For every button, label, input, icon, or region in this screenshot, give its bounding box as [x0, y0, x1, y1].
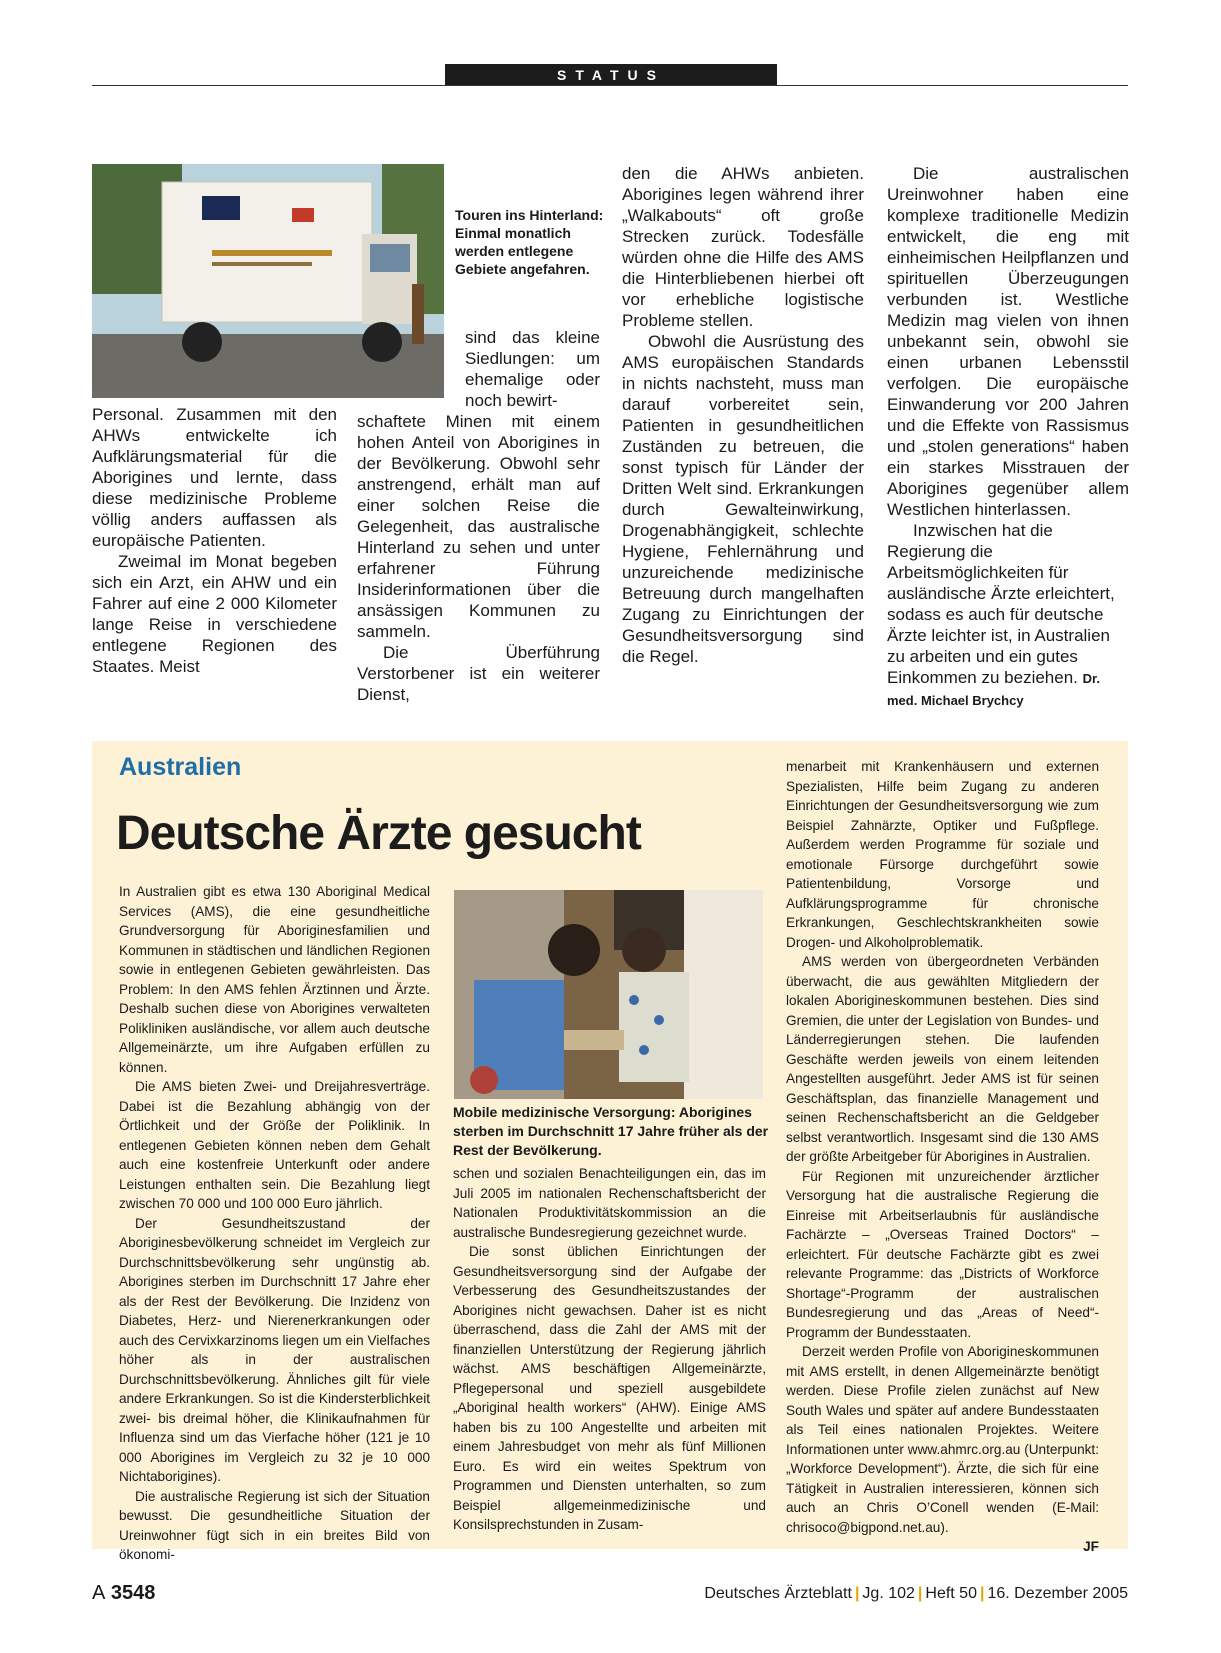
- separator: |: [917, 1585, 923, 1602]
- paragraph: menarbeit mit Krankenhäusern und externen Spezialisten, Hilfe beim Zugang zu anderen Einrichtungen der Gesundheitsversorgung wie zum Beispiel Zahnärzte, Optiker und Fußpflege. Außerdem werden Programme für soziale und emotionale Fürsorge durchgeführt sowie Patientenbildung, Vorsorge und Aufklärungsprogramme für chronische Erkrankungen, Geschlechtskrankheiten sowie Drogen- und Alkoholproblematik.: [786, 759, 1099, 950]
- journal-info: [704, 1585, 1128, 1603]
- journal-date: 16. Dezember 2005: [987, 1585, 1128, 1602]
- paragraph: schen und sozialen Benachteiligungen ein, das im Juli 2005 im nationalen Rechenschaftsbericht der Nationalen Produktivitätskommission an die australische Bundesregierung gezeichnet wurde.: [453, 1166, 766, 1240]
- paragraph: Die sonst üblichen Einrichtungen der Gesundheitsversorgung sind der Aufgabe der Verbesserung des Gesundheitszustandes der Aborigines nicht gewachsen. Daher ist es nicht überraschend, dass die Zahl der AMS mit der finanziellen Unterstützung der Regierung jährlich wächst. AMS beschäftigen Allgemeinärzte, Pflegepersonal und speziell ausgebildete „Aboriginal health workers“ (AHW). Einige AMS haben bis zu 100 Angestellte und arbeiten mit einem Jahresbudget von mehr als fünf Millionen Euro. Es wird ein weites Spektrum von Programmen und Diensten unterhalten, so zum Beispiel allgemeinmedizinische und Konsilsprechstunden in Zusam-: [453, 1244, 766, 1532]
- page-number: [92, 1582, 155, 1605]
- author-name: Dr. med. Michael Brychcy: [887, 671, 1100, 708]
- journal-volume: Jg. 102: [862, 1585, 915, 1602]
- paragraph: sind das kleine Siedlungen: um ehemalige oder noch bewirt-: [465, 328, 600, 410]
- article-column-1: [92, 404, 337, 677]
- truck-photo: [92, 164, 444, 398]
- paragraph: Die australische Regierung ist sich der Situation bewusst. Die gesundheitliche Situation der Ureinwohner fügt sich in ein breites Bild von ökonomi-: [119, 1488, 430, 1562]
- paragraph: AMS werden von übergeordneten Verbänden überwacht, die aus gewählten Mitgliedern der lokalen Aborigineskommunen bestehen. Dies sind Gremien, die unter der Legislation von Bundes- und Länderregierungen stehen. Die laufenden Geschäfte werden jeweils von einem leitenden Angestellten ausgeführt. Jeder AMS ist für seinen Geschäftsplan, das finanzielle Management und seinen Rechenschaftsbericht an die Geldgeber selbst verantwortlich. Insgesamt sind die 130 AMS der größte Arbeitgeber für Aborigines in Australien.: [786, 954, 1099, 1164]
- paragraph: Obwohl die Ausrüstung des AMS europäischen Standards in nichts nachsteht, muss man darauf vorbereitet sein, Patienten in gesundheitlichen Zuständen zu betreuen, die sonst typisch für Länder der Dritten Welt sind. Erkrankungen durch Gewalteinwirkung, Drogenabhängigkeit, schlechte Hygiene, Fehlernährung und unzureichende medizinische Betreuung durch mangelhaften Zugang zu Einrichtungen der Gesundheitsversorgung sind die Regel.: [622, 332, 864, 666]
- paragraph: [887, 520, 1129, 711]
- clinic-photo-caption: Mobile medizinische Versorgung: Aborigines sterben im Durchschnitt 17 Jahre früher als der Rest der Bevölkerung.: [453, 1104, 769, 1158]
- separator: |: [854, 1585, 860, 1602]
- paragraph: Die Überführung Verstorbener ist ein weiterer Dienst,: [357, 643, 600, 704]
- box-column-1: [119, 882, 430, 1565]
- section-label: STATUS: [445, 64, 777, 86]
- journal-issue: Heft 50: [925, 1585, 977, 1602]
- separator: |: [979, 1585, 985, 1602]
- paragraph: Derzeit werden Profile von Aborigineskommunen mit AMS erstellt, in denen Allgemeinärzte benötigt werden. Diese Profile zielen zunächst auf New South Wales und später auf andere Bundesstaaten als Teil eines nationalen Projektes. Weitere Informationen unter www.ahmrc.org.au (Unterpunkt: „Workforce Development“). Ärzte, die sich für eine Tätigkeit in Australien interessieren, können sich auch an Chris O’Conell wenden (E-Mail: chrisoco@bigpond.net.au).: [786, 1344, 1099, 1535]
- box-column-2: [453, 1164, 766, 1535]
- page-number-value: 3548: [110, 1582, 156, 1604]
- box-column-3: [786, 757, 1099, 1557]
- paragraph: Für Regionen mit unzureichender ärztlicher Versorgung hat die australische Regierung die Einreise mit Arbeitserlaubnis für ausländische Fachärzte – „Overseas Trained Doctors“ – erleichtert. Für deutsche Fachärzte gibt es zwei relevante Programme: das „Districts of Workforce Shortage“-Programm der australischen Bundesregierung und das „Areas of Need“-Programm der Bundesstaaten.: [786, 1168, 1099, 1340]
- box-kicker: Australien: [119, 753, 242, 781]
- article-column-2-top: [465, 327, 600, 411]
- paragraph-text: Inzwischen hat die Regierung die Arbeitsmöglichkeiten für ausländische Ärzte erleichtert, sodass es auch für deutsche Ärzte leichter ist, in Australien zu arbeiten und ein gutes Einkommen zu beziehen.: [887, 521, 1115, 687]
- header-rule: [92, 85, 1128, 86]
- page-prefix: A: [92, 1582, 106, 1604]
- paragraph: Der Gesundheitszustand der Aboriginesbevölkerung schneidet im Vergleich zur Durchschnittsbevölkerung sehr ungünstig ab. Aborigines sterben im Durchschnitt 17 Jahre eher als der Rest der Bevölkerung. Die Inzidenz von Diabetes, Herz- und Nierenerkrankungen oder auch des Cervixkarzinoms liegen um ein Vielfaches höher als in der australischen Durchschnittsbevölkerung. Ähnliches gilt für viele andere Erkrankungen. So ist die Kindersterblichkeit zwei- bis dreimal höher, die Klinikaufnahmen für Influenza sind um das Vierfache höher (121 je 10 000 Aborigines im Vergleich zu 32 je 10 000 Nichtaborigines).: [119, 1215, 430, 1484]
- clinic-photo: [454, 890, 763, 1099]
- truck-photo-caption: Touren ins Hinterland: Einmal monatlich werden entlegene Gebiete angefahren.: [455, 207, 604, 277]
- box-headline: Deutsche Ärzte gesucht: [116, 807, 641, 860]
- paragraph: Die AMS bieten Zwei- und Dreijahresverträge. Dabei ist die Bezahlung abhängig von der Örtlichkeit und der Größe der Poliklinik. In entlegenen Gebieten können neben dem Gehalt auch eine kostenfreie Unterkunft oder andere Leistungen enthalten sein. Die Bezahlung liegt zwischen 70 000 und 100 000 Euro jährlich.: [119, 1079, 430, 1211]
- box-signature: JF: [1083, 1539, 1099, 1554]
- paragraph: Die australischen Ureinwohner haben eine komplexe traditionelle Medizin entwickelt, die eng mit einheimischen Heilpflanzen und spirituellen Überzeugungen verbunden ist. Westliche Medizin mag vielen von ihnen unbekannt sein, obwohl sie einen urbanen Lebensstil verfolgen. Die europäische Einwanderung vor 200 Jahren und die Effekte von Rassismus und „stolen generations“ haben ein starkes Misstrauen der Aborigines gegenüber allem Westlichen hinterlassen.: [887, 164, 1129, 519]
- paragraph: Personal. Zusammen mit den AHWs entwickelte ich Aufklärungsmaterial für die Aborigines und lernte, dass diese medizinische Probleme völlig anders auffassen als europäische Patienten.: [92, 405, 337, 550]
- paragraph: den die AHWs anbieten. Aborigines legen während ihrer „Walkabouts“ oft große Strecken zurück. Todesfälle würden ohne die Hilfe des AMS die Hinterbliebenen hierbei oft vor erhebliche logistische Probleme stellen.: [622, 164, 864, 330]
- paragraph: Zweimal im Monat begeben sich ein Arzt, ein AHW und ein Fahrer auf eine 2 000 Kilometer lange Reise in verschiedene entlegene Regionen des Staates. Meist: [92, 552, 337, 676]
- article-column-2: [357, 411, 600, 705]
- article-column-4: [887, 163, 1129, 711]
- paragraph: In Australien gibt es etwa 130 Aboriginal Medical Services (AMS), die eine gesundheitliche Grundversorgung für Aboriginesfamilien und Kommunen in städtischen und ländlichen Regionen sowie in entlegenen Gebieten gewährleisten. Das Problem: In den AMS fehlen Ärztinnen und Ärzte. Deshalb suchen diese von Aborigines verwalteten Polikliniken ausländische, vor allem auch deutsche Allgemeinärzte, um ihre Aufgaben erfüllen zu können.: [119, 884, 430, 1075]
- article-column-3: [622, 163, 864, 667]
- journal-name: Deutsches Ärzteblatt: [704, 1585, 852, 1602]
- paragraph: schaftete Minen mit einem hohen Anteil von Aborigines in der Bevölkerung. Obwohl sehr anstrengend, erhält man auf einer solchen Reise die Gelegenheit, das australische Hinterland zu sehen und unter erfahrener Führung Insiderinformationen über die ansässigen Kommunen zu sammeln.: [357, 412, 600, 641]
